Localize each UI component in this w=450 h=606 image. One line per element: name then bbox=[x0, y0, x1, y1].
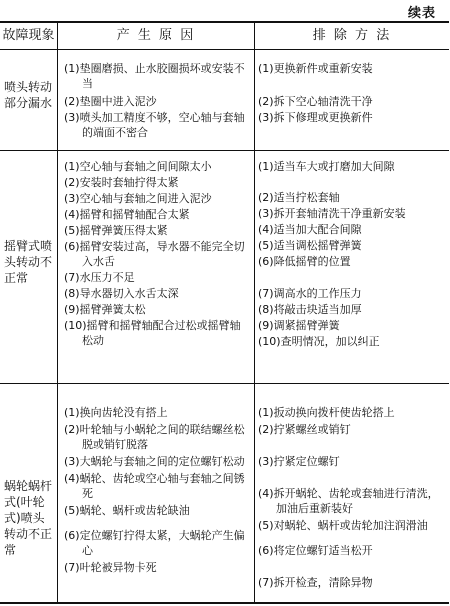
remedy-item: (4)适当加大配合间隙 bbox=[258, 223, 362, 236]
fault-label: 蜗轮蜗杆式(叶轮式)喷头转动不正常 bbox=[4, 479, 53, 557]
remedy-list bbox=[258, 405, 444, 590]
fault-label: 摇臂式喷头转动不正常 bbox=[4, 239, 53, 285]
remedy-item: (1)适当车大或打磨加大间隙 bbox=[258, 160, 395, 173]
row-divider bbox=[0, 383, 449, 384]
cause-item: (9)摇臂弹簧太松 bbox=[64, 303, 146, 316]
remedy-item: (10)查明情况，加以纠正 bbox=[258, 335, 380, 348]
cause-item: (2)叶轮轴与小蜗轮之间的联结螺丝松脱或销钉脱落 bbox=[64, 423, 245, 451]
remedy-item: (8)将敲击块适当加厚 bbox=[258, 303, 362, 316]
cause-item: (8)导水器切入水舌太深 bbox=[64, 287, 179, 300]
cause-item: (7)水压力不足 bbox=[64, 271, 135, 284]
cause-item: (1)垫圈磨损、止水胶圈损坏或安装不当 bbox=[64, 62, 245, 90]
fault-table bbox=[0, 21, 449, 604]
remedy-item: (7)调高水的工作压力 bbox=[258, 287, 362, 300]
remedy-item: (6)将定位螺钉适当松开 bbox=[258, 544, 373, 557]
remedy-item: (1)更换新件或重新安装 bbox=[258, 62, 373, 75]
remedy-item: (2)适当拧松套轴 bbox=[258, 191, 340, 204]
cause-item: (10)摇臂和摇臂轴配合过松或摇臂轴松动 bbox=[64, 319, 241, 347]
remedy-item: (5)适当调松摇臂弹簧 bbox=[258, 239, 362, 252]
header-remedy: 排 除 方 法 bbox=[312, 28, 392, 43]
column-divider bbox=[254, 23, 255, 602]
cause-item: (1)换向齿轮没有搭上 bbox=[64, 406, 168, 419]
cause-item: (3)喷头加工精度不够，空心轴与套轴的端面不密合 bbox=[64, 111, 245, 139]
cause-item: (6)定位螺钉拧得太紧，大蜗轮产生偏心 bbox=[64, 529, 245, 557]
remedy-list bbox=[258, 159, 444, 349]
header-fault: 故障现象 bbox=[2, 28, 55, 43]
remedy-item: (3)拆开套轴清洗干净重新安装 bbox=[258, 207, 406, 220]
remedy-item: (3)拧紧定位螺钉 bbox=[258, 455, 340, 468]
fault-label: 喷头转动部分漏水 bbox=[4, 80, 53, 110]
cause-item: (5)蜗轮、蜗杆或齿轮缺油 bbox=[64, 504, 190, 517]
remedy-list bbox=[258, 61, 444, 125]
cause-list bbox=[64, 159, 250, 348]
remedy-item: (7)拆开检查，清除异物 bbox=[258, 576, 373, 589]
cause-item: (1)空心轴与套轴之间间隙太小 bbox=[64, 160, 212, 173]
cause-item: (2)垫圈中进入泥沙 bbox=[64, 95, 157, 108]
cause-item: (6)摇臂安装过高，导水器不能完全切入水舌 bbox=[64, 240, 245, 268]
remedy-item: (3)拆下修理或更换新件 bbox=[258, 111, 373, 124]
remedy-item: (2)拆下空心轴清洗干净 bbox=[258, 95, 373, 108]
header-divider bbox=[0, 49, 449, 50]
cause-item: (7)叶轮被异物卡死 bbox=[64, 561, 157, 574]
cause-item: (5)摇臂弹簧压得太紧 bbox=[64, 224, 168, 237]
remedy-item: (1)扳动换向拨杆使齿轮搭上 bbox=[258, 406, 395, 419]
header-cause: 产 生 原 因 bbox=[116, 28, 196, 43]
cause-item: (2)安装时套轴拧得太紧 bbox=[64, 176, 179, 189]
cause-item: (4)蜗轮、齿轮或空心轴与套轴之间锈死 bbox=[64, 472, 245, 500]
remedy-item: (6)降低摇臂的位置 bbox=[258, 255, 351, 268]
remedy-item: (5)对蜗轮、蜗杆或齿轮加注润滑油 bbox=[258, 519, 428, 532]
cause-item: (3)大蜗轮与套轴之间的定位螺钉松动 bbox=[64, 455, 245, 468]
remedy-item: (9)调紧摇臂弹簧 bbox=[258, 319, 340, 332]
continued-label: 续表 bbox=[407, 6, 436, 21]
remedy-item: (2)拧紧螺丝或销钉 bbox=[258, 423, 351, 436]
cause-item: (4)摇臂和摇臂轴配合太紧 bbox=[64, 208, 190, 221]
remedy-item: (4)拆开蜗轮、齿轮或套轴进行清洗，加油后重新装好 bbox=[258, 487, 439, 515]
column-divider bbox=[57, 23, 58, 602]
cause-item: (3)空心轴与套轴之间进入泥沙 bbox=[64, 192, 212, 205]
cause-list bbox=[64, 405, 250, 575]
row-divider bbox=[0, 150, 449, 151]
cause-list bbox=[64, 61, 250, 140]
